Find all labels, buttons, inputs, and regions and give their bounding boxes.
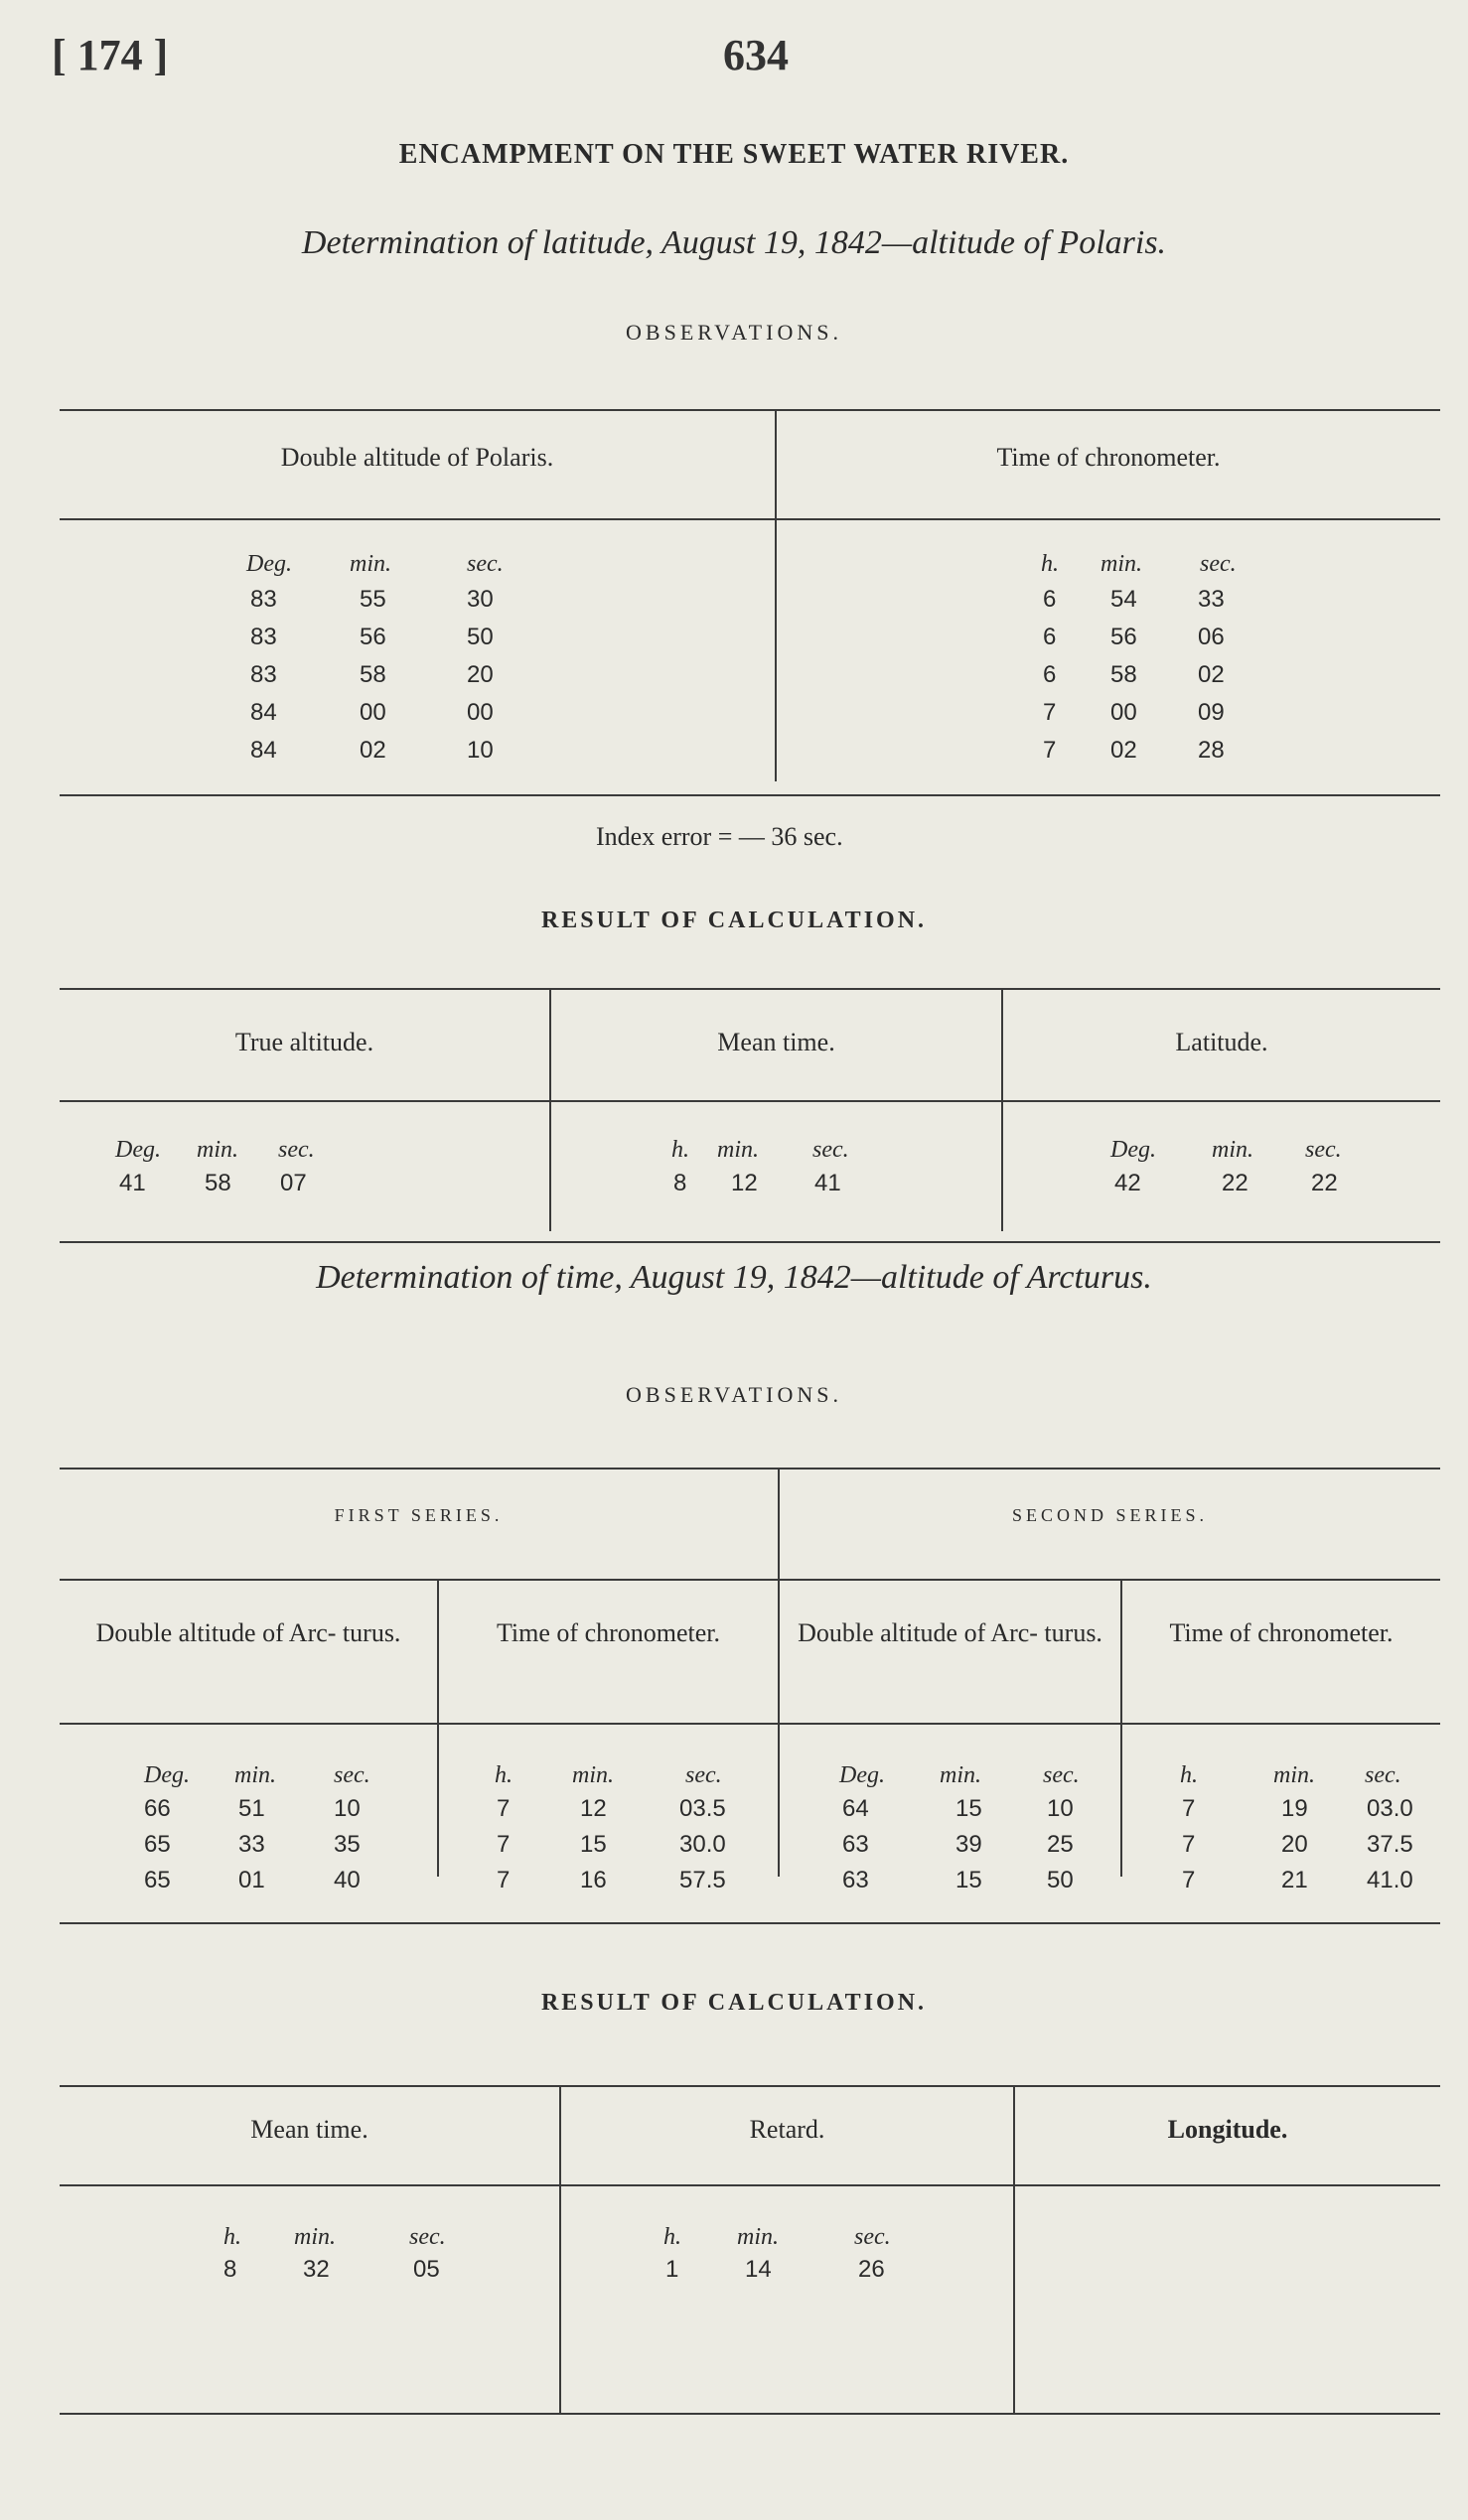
latitude-subtitle: Determination of latitude, August 19, 1842—altitude of Polaris. xyxy=(301,224,1167,261)
cell: 83 xyxy=(250,624,277,650)
mean-time-header: Mean time. xyxy=(250,2115,368,2144)
unit-label: Deg. xyxy=(839,1762,885,1788)
rule xyxy=(60,2184,1440,2186)
cell: 28 xyxy=(1198,737,1225,764)
unit-label: sec. xyxy=(334,1762,370,1788)
unit-label: Deg. xyxy=(144,1762,190,1788)
cell: 15 xyxy=(580,1831,607,1858)
cell: 15 xyxy=(955,1867,982,1893)
cell: 7 xyxy=(1043,699,1057,726)
second-series-label: SECOND SERIES. xyxy=(1011,1505,1209,1525)
true-altitude-header: True altitude. xyxy=(234,1028,374,1056)
cell: 54 xyxy=(1110,586,1137,613)
unit-label: h. xyxy=(671,1137,689,1163)
latitude-value: 42 xyxy=(1114,1170,1141,1196)
rule xyxy=(60,794,1440,796)
retard-value: 26 xyxy=(858,2256,885,2283)
unit-label: min. xyxy=(572,1762,614,1788)
cell: 66 xyxy=(144,1795,171,1822)
unit-label: sec. xyxy=(812,1137,849,1163)
unit-label: h. xyxy=(663,2224,681,2250)
cell: 83 xyxy=(250,586,277,613)
rule xyxy=(60,2085,1440,2087)
cell: 65 xyxy=(144,1831,171,1858)
cell: 16 xyxy=(580,1867,607,1893)
unit-label: sec. xyxy=(685,1762,722,1788)
cell: 33 xyxy=(1198,586,1225,613)
time-subtitle: Determination of time, August 19, 1842—altitude of Arcturus. xyxy=(316,1259,1152,1296)
mean-time-value: 32 xyxy=(303,2256,330,2283)
cell: 25 xyxy=(1047,1831,1074,1858)
bracket-page-mark: [ 174 ] xyxy=(52,31,169,79)
cell: 50 xyxy=(467,624,494,650)
cell: 09 xyxy=(1198,699,1225,726)
cell: 84 xyxy=(250,699,277,726)
true-altitude-value: 07 xyxy=(280,1170,307,1196)
series-divider xyxy=(778,1468,780,1877)
cell: 01 xyxy=(238,1867,265,1893)
unit-label: Deg. xyxy=(115,1137,161,1163)
cell: 15 xyxy=(955,1795,982,1822)
cell: 19 xyxy=(1281,1795,1308,1822)
unit-label: h. xyxy=(1180,1762,1198,1788)
cell: 84 xyxy=(250,737,277,764)
cell: 63 xyxy=(842,1867,869,1893)
cell: 6 xyxy=(1043,586,1057,613)
unit-label: min. xyxy=(1273,1762,1315,1788)
unit-label: sec. xyxy=(278,1137,315,1163)
latitude-value: 22 xyxy=(1222,1170,1248,1196)
mean-time-value: 8 xyxy=(673,1170,687,1196)
cell: 30.0 xyxy=(679,1831,726,1858)
cell: 37.5 xyxy=(1367,1831,1413,1858)
rule xyxy=(60,1723,1440,1725)
unit-label: min. xyxy=(1212,1137,1253,1163)
cell: 6 xyxy=(1043,624,1057,650)
unit-label: h. xyxy=(495,1762,513,1788)
cell: 55 xyxy=(360,586,386,613)
cell: 57.5 xyxy=(679,1867,726,1893)
cell: 10 xyxy=(334,1795,361,1822)
rule xyxy=(60,988,1440,990)
cell: 56 xyxy=(360,624,386,650)
cell: 33 xyxy=(238,1831,265,1858)
mean-time-header: Mean time. xyxy=(717,1028,835,1056)
first-altitude-header: Double altitude of Arc- turus. xyxy=(95,1618,401,1647)
time-result-label: RESULT OF CALCULATION. xyxy=(540,1990,928,2016)
latitude-result-label: RESULT OF CALCULATION. xyxy=(540,908,928,933)
unit-label: Deg. xyxy=(246,551,292,577)
mean-time-value: 12 xyxy=(731,1170,758,1196)
cell: 7 xyxy=(1182,1795,1196,1822)
column-divider xyxy=(549,988,551,1231)
first-chronometer-header: Time of chronometer. xyxy=(496,1618,721,1647)
second-altitude-header: Double altitude of Arc- turus. xyxy=(798,1618,1102,1647)
unit-label: sec. xyxy=(1305,1137,1342,1163)
true-altitude-value: 58 xyxy=(205,1170,231,1196)
retard-value: 1 xyxy=(665,2256,679,2283)
cell: 58 xyxy=(360,661,386,688)
cell: 00 xyxy=(467,699,494,726)
cell: 10 xyxy=(1047,1795,1074,1822)
rule xyxy=(60,1579,1440,1581)
cell: 6 xyxy=(1043,661,1057,688)
cell: 02 xyxy=(1110,737,1137,764)
cell: 02 xyxy=(360,737,386,764)
rule xyxy=(60,1468,1440,1470)
unit-label: min. xyxy=(197,1137,238,1163)
cell: 50 xyxy=(1047,1867,1074,1893)
unit-label: sec. xyxy=(1200,551,1237,577)
index-error-note: Index error = — 36 sec. xyxy=(596,822,843,851)
cell: 40 xyxy=(334,1867,361,1893)
cell: 7 xyxy=(497,1867,511,1893)
cell: 10 xyxy=(467,737,494,764)
cell: 03.0 xyxy=(1367,1795,1413,1822)
first-series-label: FIRST SERIES. xyxy=(334,1505,504,1525)
rule xyxy=(60,518,1440,520)
rule xyxy=(60,409,1440,411)
unit-label: sec. xyxy=(467,551,504,577)
cell: 06 xyxy=(1198,624,1225,650)
cell: 00 xyxy=(360,699,386,726)
retard-header: Retard. xyxy=(749,2115,825,2144)
polaris-altitude-header: Double altitude of Polaris. xyxy=(280,443,554,472)
page-title: ENCAMPMENT ON THE SWEET WATER RIVER. xyxy=(398,139,1070,170)
rule xyxy=(60,1922,1440,1924)
mean-time-value: 8 xyxy=(223,2256,237,2283)
longitude-header: Longitude. xyxy=(1167,2115,1288,2144)
time-observations-label: OBSERVATIONS. xyxy=(626,1382,842,1407)
cell: 7 xyxy=(497,1795,511,1822)
unit-label: min. xyxy=(234,1762,276,1788)
unit-label: sec. xyxy=(1043,1762,1080,1788)
unit-label: min. xyxy=(940,1762,981,1788)
unit-label: min. xyxy=(294,2224,336,2250)
latitude-value: 22 xyxy=(1311,1170,1338,1196)
rule xyxy=(60,2413,1440,2415)
mean-time-value: 41 xyxy=(814,1170,841,1196)
unit-label: sec. xyxy=(1365,1762,1401,1788)
cell: 83 xyxy=(250,661,277,688)
unit-label: h. xyxy=(223,2224,241,2250)
rule xyxy=(60,1100,1440,1102)
cell: 12 xyxy=(580,1795,607,1822)
cell: 41.0 xyxy=(1367,1867,1413,1893)
cell: 64 xyxy=(842,1795,869,1822)
cell: 00 xyxy=(1110,699,1137,726)
cell: 02 xyxy=(1198,661,1225,688)
cell: 35 xyxy=(334,1831,361,1858)
cell: 30 xyxy=(467,586,494,613)
cell: 39 xyxy=(955,1831,982,1858)
cell: 7 xyxy=(497,1831,511,1858)
unit-label: min. xyxy=(737,2224,779,2250)
unit-label: min. xyxy=(1101,551,1142,577)
cell: 51 xyxy=(238,1795,265,1822)
cell: 20 xyxy=(467,661,494,688)
unit-label: h. xyxy=(1041,551,1059,577)
cell: 65 xyxy=(144,1867,171,1893)
cell: 58 xyxy=(1110,661,1137,688)
cell: 03.5 xyxy=(679,1795,726,1822)
cell: 20 xyxy=(1281,1831,1308,1858)
unit-label: min. xyxy=(350,551,391,577)
mean-time-value: 05 xyxy=(413,2256,440,2283)
retard-value: 14 xyxy=(745,2256,772,2283)
true-altitude-value: 41 xyxy=(119,1170,146,1196)
latitude-observations-label: OBSERVATIONS. xyxy=(626,320,842,345)
cell: 21 xyxy=(1281,1867,1308,1893)
second-chronometer-header: Time of chronometer. xyxy=(1169,1618,1394,1647)
unit-label: sec. xyxy=(409,2224,446,2250)
unit-label: sec. xyxy=(854,2224,891,2250)
cell: 56 xyxy=(1110,624,1137,650)
cell: 7 xyxy=(1182,1831,1196,1858)
chronometer-time-header: Time of chronometer. xyxy=(996,443,1221,472)
cell: 63 xyxy=(842,1831,869,1858)
unit-label: min. xyxy=(717,1137,759,1163)
cell: 7 xyxy=(1043,737,1057,764)
rule xyxy=(60,1241,1440,1243)
unit-label: Deg. xyxy=(1110,1137,1156,1163)
cell: 7 xyxy=(1182,1867,1196,1893)
column-divider xyxy=(1001,988,1003,1231)
latitude-header: Latitude. xyxy=(1175,1028,1268,1056)
page-number: 634 xyxy=(723,31,789,79)
